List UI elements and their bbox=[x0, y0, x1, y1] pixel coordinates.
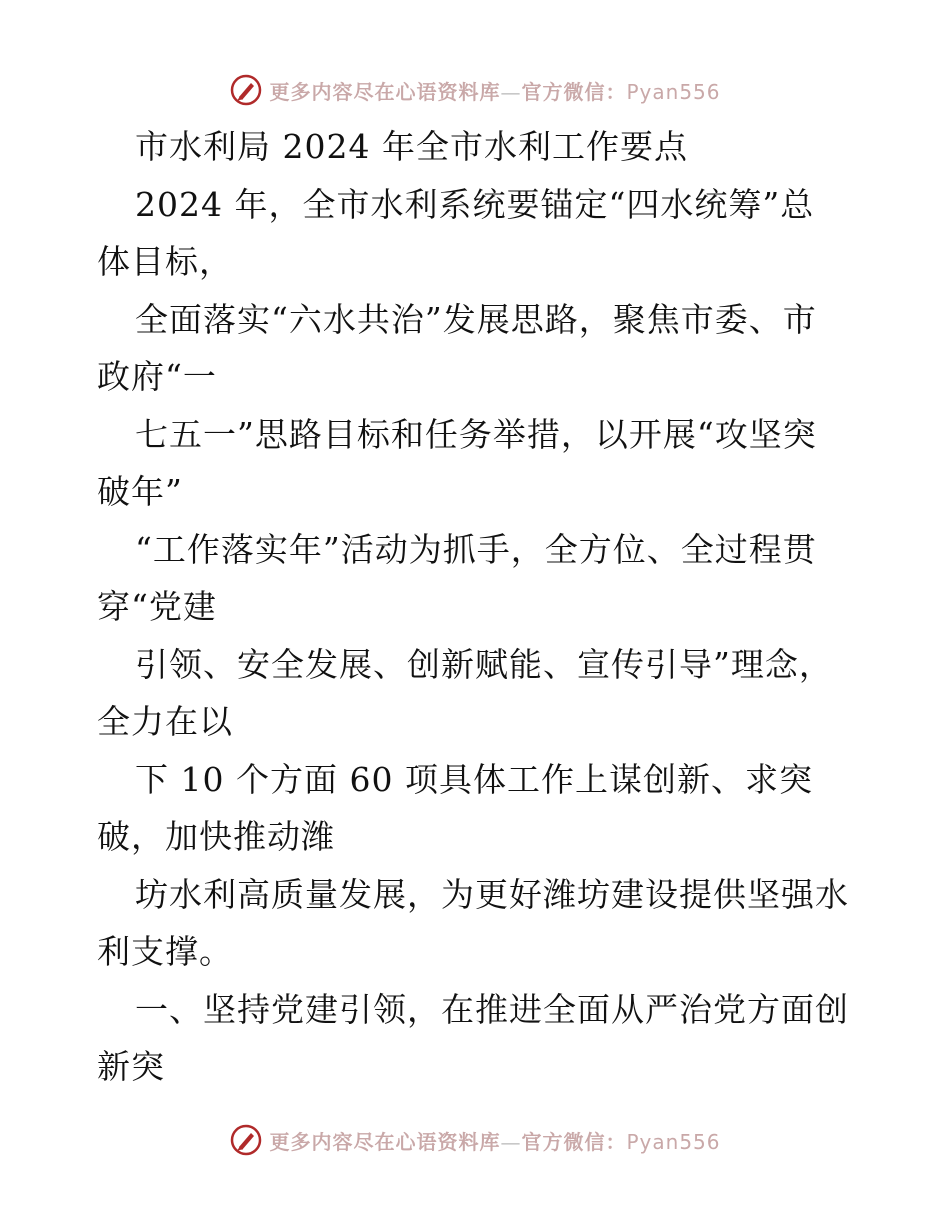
watermark-label: 官方微信： bbox=[521, 79, 627, 104]
document-line: 引领、安全发展、创新赋能、宣传引导”理念， bbox=[135, 644, 833, 684]
watermark-label: 官方微信： bbox=[521, 1129, 627, 1154]
watermark-separator: — bbox=[500, 1129, 522, 1154]
document-body bbox=[97, 118, 857, 1096]
pen-logo-icon bbox=[229, 73, 263, 107]
document-line: 破年” bbox=[97, 472, 183, 511]
document-line: 七五一”思路目标和任务举措，以开展“攻坚突 bbox=[135, 414, 817, 454]
watermark-text bbox=[269, 1126, 720, 1155]
watermark-separator: — bbox=[500, 79, 522, 104]
watermark-site: 更多内容尽在心语资料库 bbox=[269, 79, 501, 104]
document-line: 利支撑。 bbox=[97, 932, 233, 971]
document-line: 坊水利高质量发展，为更好潍坊建设提供坚强水 bbox=[135, 874, 849, 914]
watermark-id: Pyan556 bbox=[626, 1129, 721, 1154]
document-line: 新突 bbox=[97, 1047, 165, 1086]
watermark-text bbox=[269, 76, 720, 105]
document-line: 一、坚持党建引领，在推进全面从严治党方面创 bbox=[135, 989, 849, 1029]
document-line: 下 10 个方面 60 项具体工作上谋创新、求突 bbox=[135, 759, 813, 799]
document-line: 全力在以 bbox=[97, 702, 233, 741]
document-line: 政府“一 bbox=[97, 357, 217, 396]
document-line: 市水利局 2024 年全市水利工作要点 bbox=[135, 127, 688, 166]
document-line: 2024 年，全市水利系统要锚定“四水统筹”总 bbox=[135, 184, 815, 224]
document-line: 全面落实“六水共治”发展思路，聚焦市委、市 bbox=[135, 299, 817, 339]
watermark-id: Pyan556 bbox=[626, 79, 721, 104]
watermark-site: 更多内容尽在心语资料库 bbox=[269, 1129, 501, 1154]
document-line: 体目标， bbox=[97, 242, 233, 281]
watermark-header bbox=[0, 70, 950, 110]
watermark-footer bbox=[0, 1120, 950, 1160]
pen-logo-icon bbox=[229, 1123, 263, 1157]
document-line: “工作落实年”活动为抓手，全方位、全过程贯 bbox=[135, 529, 817, 569]
document-line: 破，加快推动潍 bbox=[97, 817, 335, 856]
document-line: 穿“党建 bbox=[97, 587, 217, 626]
